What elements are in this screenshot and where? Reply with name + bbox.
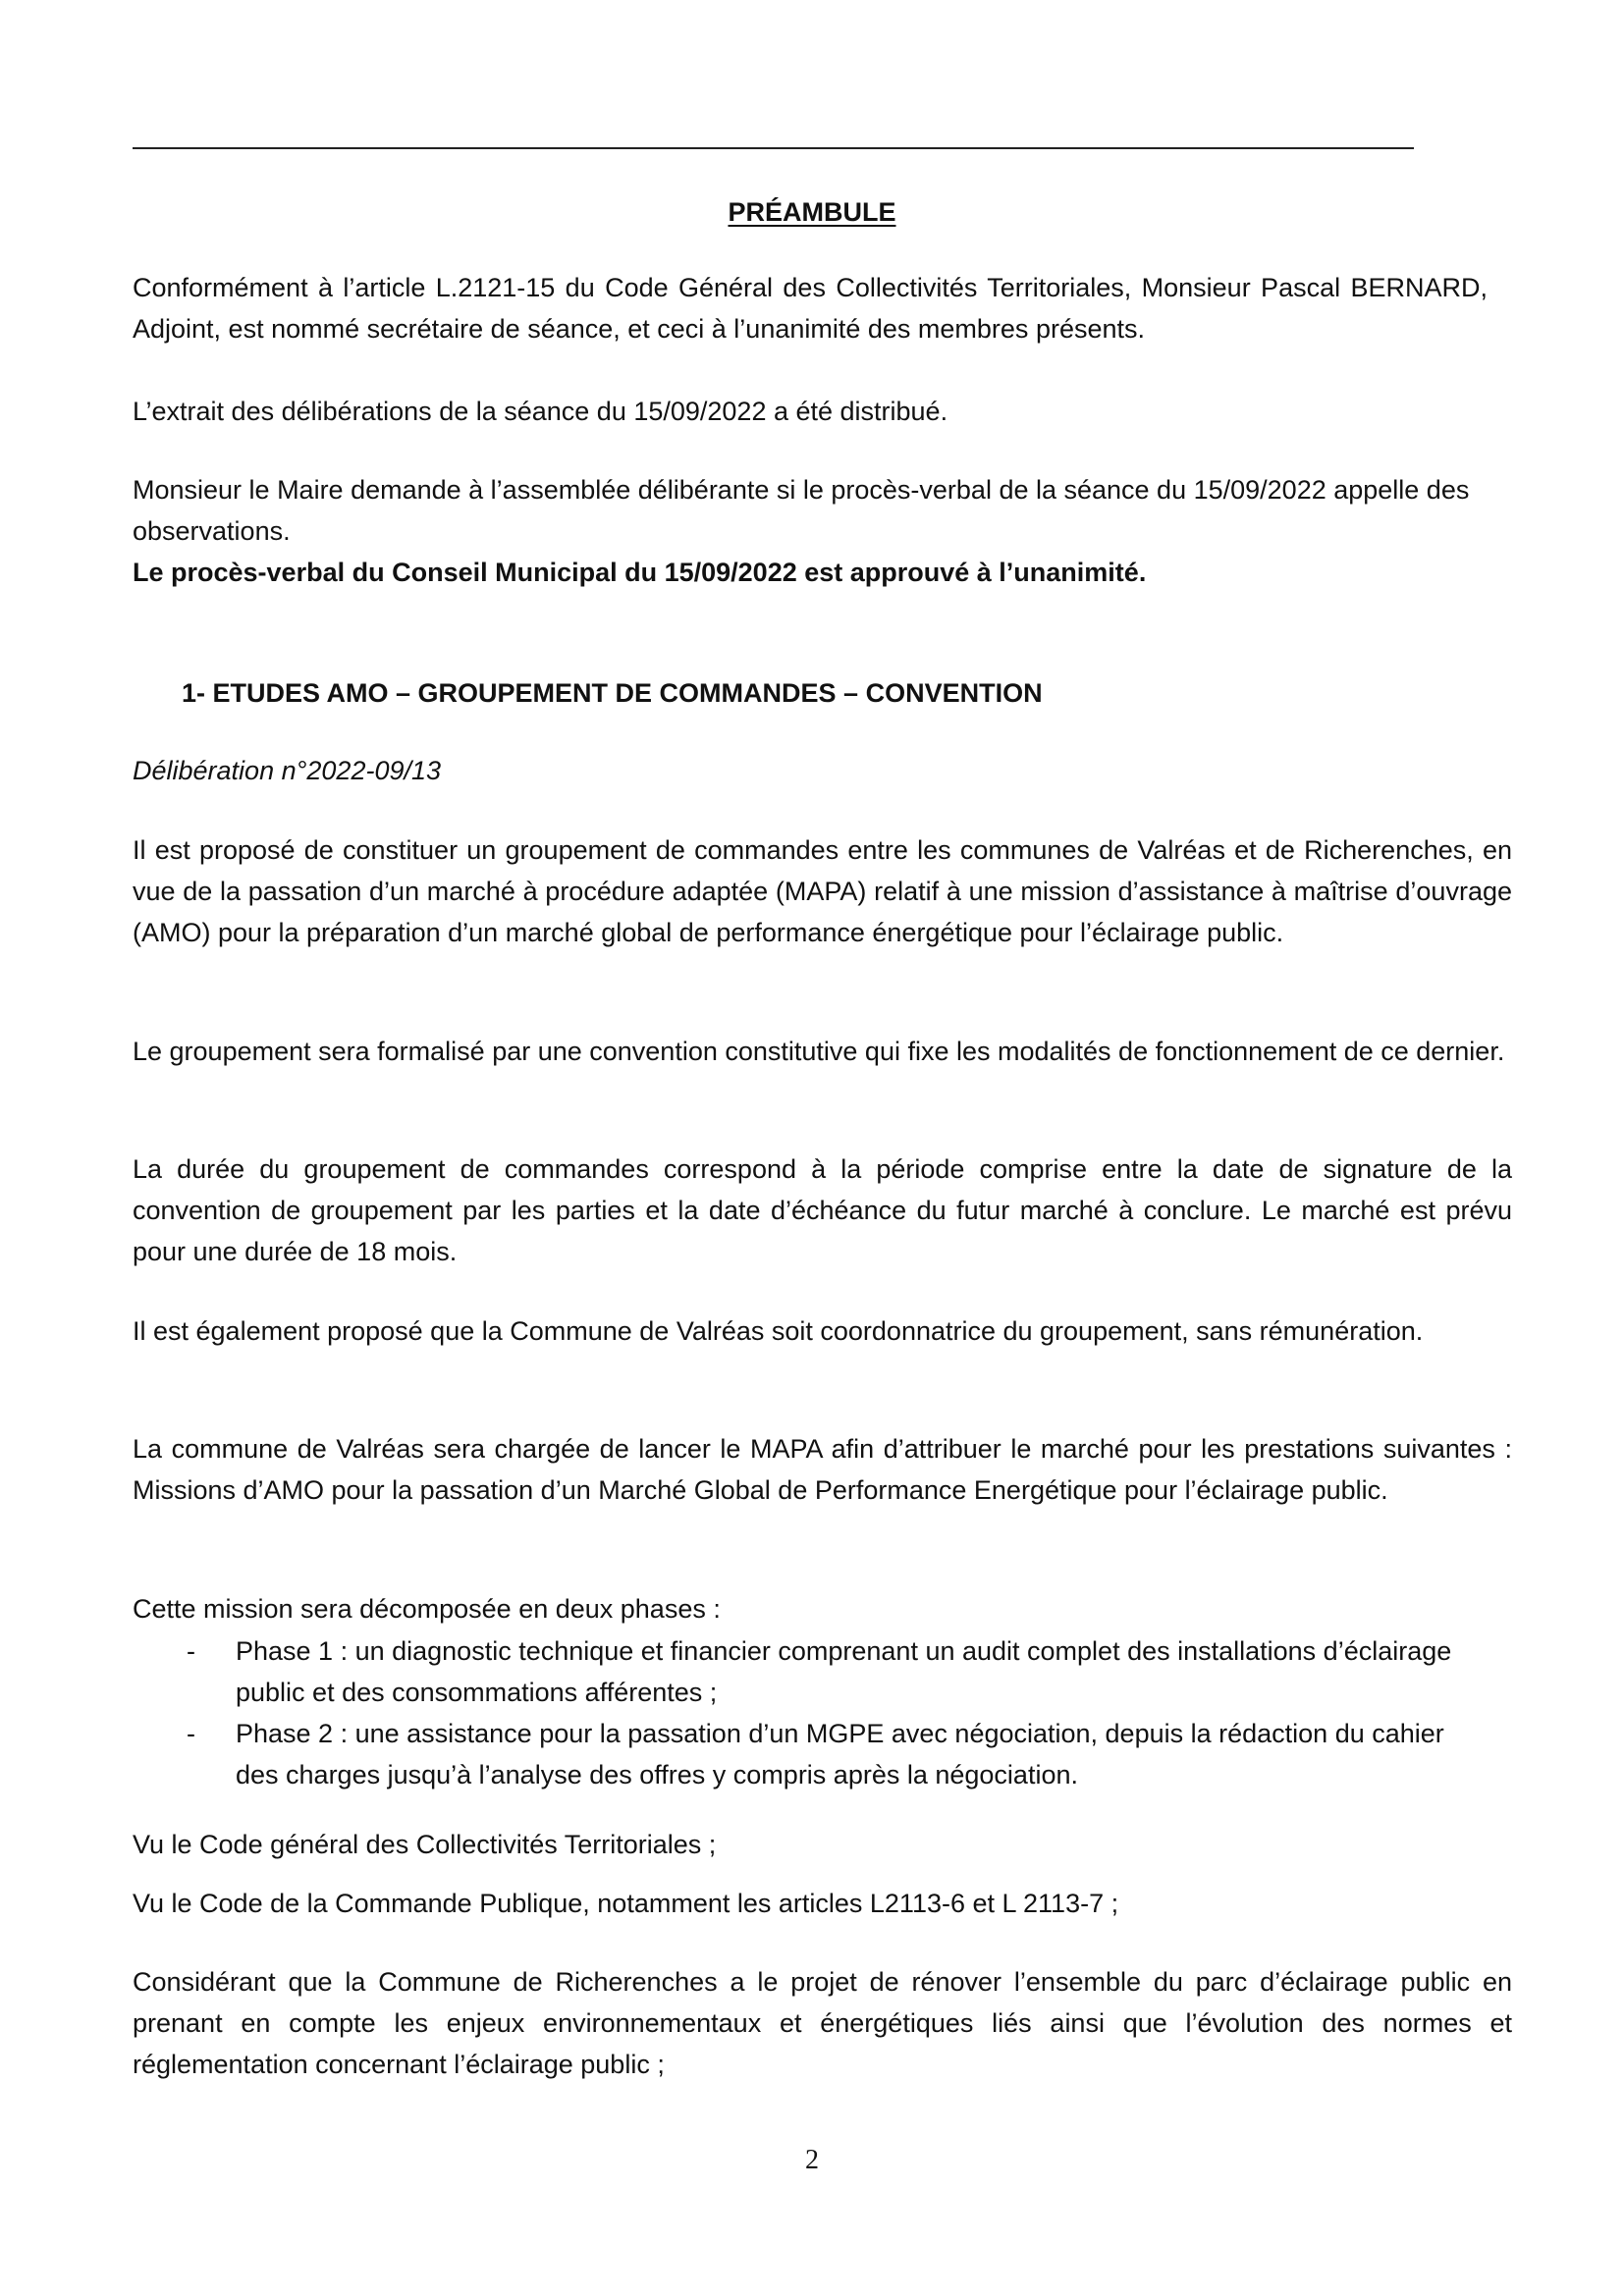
section-heading: 1- ETUDES AMO – GROUPEMENT DE COMMANDES – CONVENTION	[182, 678, 1043, 708]
list-item-text: Phase 1 : un diagnostic technique et financier comprenant un audit complet des installations d’éclairage public et des consommations afférentes ;	[236, 1636, 1452, 1707]
section-paragraph-4: Il est également proposé que la Commune de Valréas soit coordonnatrice du groupement, sans rémunération.	[133, 1316, 1424, 1346]
section-paragraph-6: Cette mission sera décomposée en deux phases :	[133, 1594, 721, 1624]
preamble-approval: Le procès-verbal du Conseil Municipal du 15/09/2022 est approuvé à l’unanimité.	[133, 558, 1147, 587]
vu-clause-2: Vu le Code de la Commande Publique, notamment les articles L2113-6 et L 2113-7 ;	[133, 1889, 1119, 1918]
preamble-paragraph-1: Conformément à l’article L.2121-15 du Code Général des Collectivités Territoriales, Monsieur Pascal BERNARD, Adjoint, est nommé secrétaire de séance, et ceci à l’unanimité des membres présents.	[133, 273, 1488, 344]
page-number: 2	[805, 2145, 819, 2175]
section-paragraph-2: Le groupement sera formalisé par une convention constitutive qui fixe les modalités de fonctionnement de ce dernier.	[133, 1037, 1505, 1066]
section-paragraph-5: La commune de Valréas sera chargée de lancer le MAPA afin d’attribuer le marché pour les prestations suivantes : Missions d’AMO pour la passation d’un Marché Global de Performance Energétique pour l’éclairage public.	[133, 1434, 1512, 1505]
preamble-paragraph-3: Monsieur le Maire demande à l’assemblée délibérante si le procès-verbal de la séance du 15/09/2022 appelle des observations.	[133, 475, 1470, 546]
phase-list	[187, 1630, 1492, 1795]
preamble-paragraph-2: L’extrait des délibérations de la séance du 15/09/2022 a été distribué.	[133, 397, 948, 426]
deliberation-number: Délibération n°2022-09/13	[133, 756, 442, 785]
section-paragraph-3: La durée du groupement de commandes correspond à la période comprise entre la date de signature de la convention de groupement par les parties et la date d’échéance du futur marché à conclure. Le marché est prévu pour une durée de 18 mois.	[133, 1154, 1512, 1266]
list-item	[187, 1630, 1492, 1713]
page-title: PRÉAMBULE	[728, 197, 896, 227]
list-item-text: Phase 2 : une assistance pour la passation d’un MGPE avec négociation, depuis la rédaction du cahier des charges jusqu’à l’analyse des offres y compris après la négociation.	[236, 1719, 1444, 1789]
section-paragraph-1: Il est proposé de constituer un groupement de commandes entre les communes de Valréas et de Richerenches, en vue de la passation d’un marché à procédure adaptée (MAPA) relatif à une mission d’assistance à maîtrise d’ouvrage (AMO) pour la préparation d’un marché global de performance énergétique pour l’éclairage public.	[133, 835, 1512, 947]
top-rule	[133, 147, 1414, 149]
bullet-marker: -	[187, 1719, 195, 1748]
bullet-marker: -	[187, 1636, 195, 1666]
considerant-clause: Considérant que la Commune de Richerenches a le projet de rénover l’ensemble du parc d’éclairage public en prenant en compte les enjeux environnementaux et énergétiques liés ainsi que l’évolution des normes et réglementation concernant l’éclairage public ;	[133, 1967, 1512, 2079]
vu-clause-1: Vu le Code général des Collectivités Territoriales ;	[133, 1830, 717, 1859]
list-item	[187, 1713, 1492, 1795]
